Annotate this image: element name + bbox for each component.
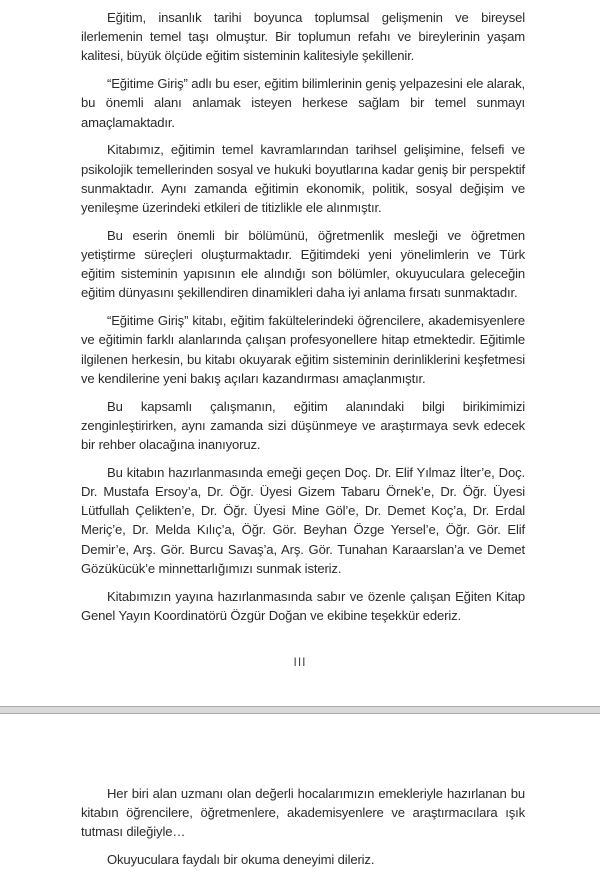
paragraph: Okuyuculara faydalı bir okuma deneyimi dileriz. <box>107 852 375 868</box>
paragraph: Bu eserin önemli bir bölümünü, öğretmenlik mesleği ve öğretmen yetiştirme süreçleri oluşturmaktadır. Eğitimdeki yeni yönelimlerin ve Türk eğitim sisteminin yapısının ele alındığı son bölümler, okuyuculara geleceğin eğitim dünyasını şekillendiren dinamikleri daha iyi anlama fırsatı sunmaktadır. <box>81 227 525 301</box>
paragraph: “Eğitime Giriş” adlı bu eser, eğitim bilimlerinin geniş yelpazesini ele alarak, bu önemli alanı anlamak isteyen herkese sağlam bir temel sunmayı amaçlamaktadır. <box>81 76 525 130</box>
paragraph: Her biri alan uzmanı olan değerli hocalarımızın emekleriyle hazırlanan bu kitabın öğrencilere, öğretmenlere, akademisyenlere ve araştırmacılara ışık tutması dileğiyle… <box>81 786 525 840</box>
paragraph: Kitabımızın yayına hazırlanmasında sabır ve özenle çalışan Eğiten Kitap Genel Yayın Koordinatörü Özgür Doğan ve ekibine teşekkür ederiz. <box>81 588 525 623</box>
paragraph: “Eğitime Giriş” kitabı, eğitim fakültelerindeki öğrencilere, akademisyenlere ve eğitimin farklı alanlarında çalışan profesyonellere hitap etmektedir. Eğitimle ilgilenen herkesin, bu kitabı okuyarak eğitim sisteminin derinliklerini keşfetmesi ve kendilerine yeni bakış açıları kazandırması amaçlanmıştır. <box>81 313 525 386</box>
page-preface-2 <box>0 714 600 870</box>
paragraph: Kitabımız, eğitimin temel kavramlarından tarihsel gelişimine, felsefi ve psikolojik temellerinden sosyal ve hukuki boyutlarına kadar geniş bir perspektif sunmaktadır. Aynı zamanda eğitimin ekonomik, politik, sosyal değişim ve yenileşme üzerindeki etkileri de titizlikle ele alınmıştır. <box>81 142 525 216</box>
page-separator <box>0 706 600 714</box>
preface-text <box>81 8 525 634</box>
preface-text <box>81 784 525 878</box>
page-number: III <box>293 655 307 669</box>
paragraph: Bu kapsamlı çalışmanın, eğitim alanındaki bilgi birikimimizi zenginleştirirken, aynı zamanda sizi düşünmeye ve araştırmaya sevk edecek bir rehber olacağına inanıyoruz. <box>81 398 525 453</box>
paragraph: Eğitim, insanlık tarihi boyunca toplumsal gelişmenin ve bireysel ilerlemenin temel taşı olmuştur. Bir toplumun refahı ve bireylerinin yaşam kalitesi, büyük ölçüde eğitim sisteminin kalitesiyle şekillenir. <box>81 10 525 64</box>
paragraph: Bu kitabın hazırlanmasında emeği geçen Doç. Dr. Elif Yılmaz İlter’e, Doç. Dr. Mustafa Ersoy’a, Dr. Öğr. Üyesi Gizem Tabaru Örnek’e, Dr. Öğr. Üyesi Lütfullah Çelikten’e, Dr. Öğr. Üyesi Mine Göl’e, Dr. Demet Koç’a, Dr. Erdal Meriç’e, Dr. Melda Kılıç’a, Öğr. Gör. Beyhan Özge Yersel’e, Öğr. Gör. Elif Demir’e, Arş. Gör. Burcu Savaş’a, Arş. Gör. Tunahan Karaarslan’a ve Demet Gözükücük’e minnettarlığımızı sunmak isteriz. <box>81 464 525 576</box>
